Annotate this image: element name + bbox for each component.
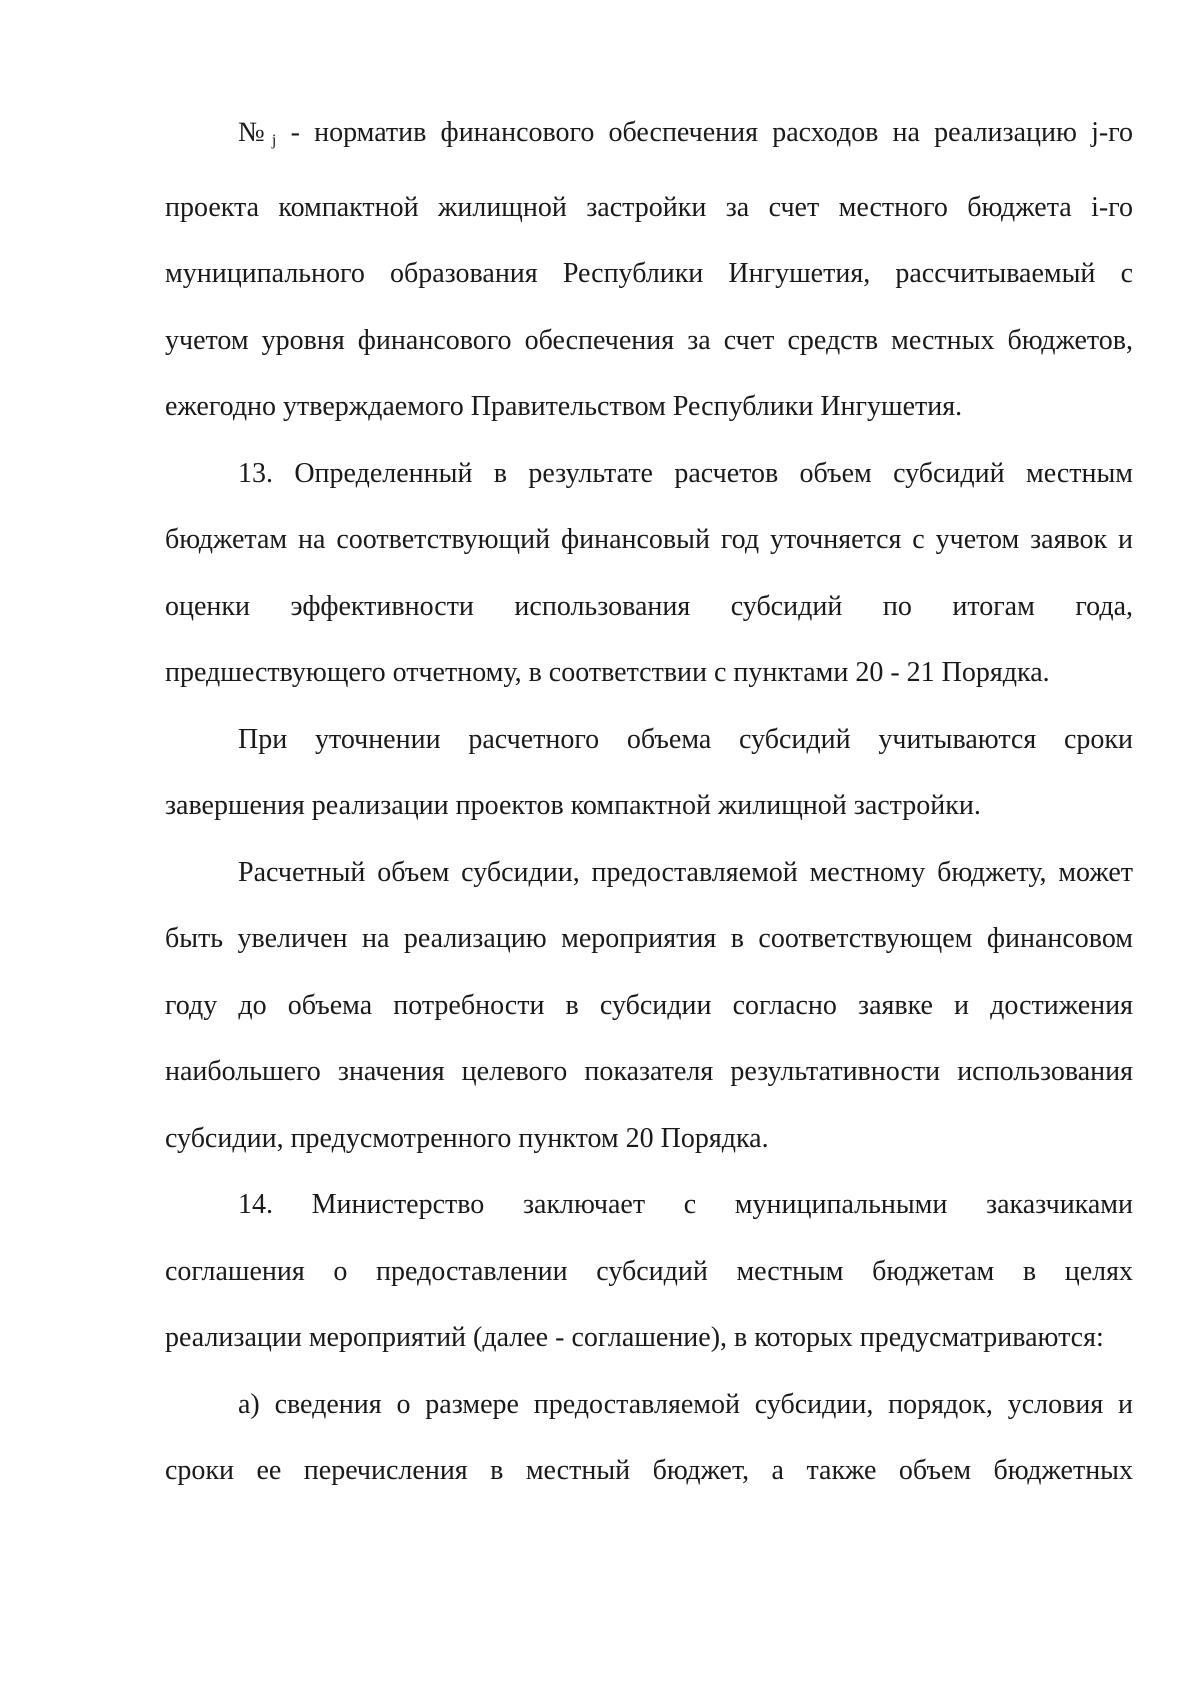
paragraph-item-13 <box>165 441 1133 707</box>
text-line <box>165 100 1133 175</box>
text-line: быть увеличен на реализацию мероприятия в соответствующем финансовом <box>165 923 1133 954</box>
text-line: Расчетный объем субсидии, предоставляемой местному бюджету, может <box>238 856 1133 888</box>
number-sign: № <box>238 117 272 148</box>
text-line: а) сведения о размере предоставляемой субсидии, порядок, условия и <box>238 1388 1133 1420</box>
text-line: завершения реализации проектов компактной жилищной застройки. <box>165 790 981 821</box>
text-line: реализации мероприятий (далее - соглашение), в которых предусматриваются: <box>165 1322 1104 1353</box>
document-body <box>165 100 1133 1505</box>
text-line: соглашения о предоставлении субсидий местным бюджетам в целях <box>165 1255 1133 1287</box>
paragraph-item-a <box>165 1372 1133 1505</box>
paragraph-estimated-volume <box>165 840 1133 1173</box>
text-line: 13. Определенный в результате расчетов объем субсидий местным <box>238 457 1133 489</box>
text-line: году до объема потребности в субсидии согласно заявке и достижения <box>165 989 1133 1021</box>
text-line: 14. Министерство заключает с муниципальными заказчиками <box>238 1189 1133 1220</box>
text-line: предшествующего отчетному, в соответствии с пунктами 20 - 21 Порядка. <box>165 657 1050 688</box>
subscript-index: j <box>271 132 277 149</box>
paragraph-item-14 <box>165 1172 1133 1372</box>
text-line: учетом уровня финансового обеспечения за счет средств местных бюджетов, <box>165 324 1133 356</box>
text-line: сроки ее перечисления в местный бюджет, а также объем бюджетных <box>165 1455 1133 1486</box>
text-line: При уточнении расчетного объема субсидий учитываются сроки <box>238 723 1133 755</box>
text-line: бюджетам на соответствующий финансовый год уточняется с учетом заявок и <box>165 524 1133 555</box>
text-line: проекта компактной жилищной застройки за счет местного бюджета i-го <box>165 191 1133 223</box>
paragraph-clarification <box>165 707 1133 840</box>
text-fragment: - норматив финансового обеспечения расходов на реализацию j-го <box>276 117 1133 148</box>
text-line: муниципального образования Республики Ингушетия, рассчитываемый с <box>165 258 1133 289</box>
paragraph-normative <box>165 100 1133 441</box>
text-line: субсидии, предусмотренного пунктом 20 Порядка. <box>165 1122 769 1154</box>
text-line: ежегодно утверждаемого Правительством Республики Ингушетия. <box>165 391 963 422</box>
text-line: наибольшего значения целевого показателя результативности использования <box>165 1056 1133 1087</box>
text-line: оценки эффективности использования субсидий по итогам года, <box>165 590 1133 622</box>
